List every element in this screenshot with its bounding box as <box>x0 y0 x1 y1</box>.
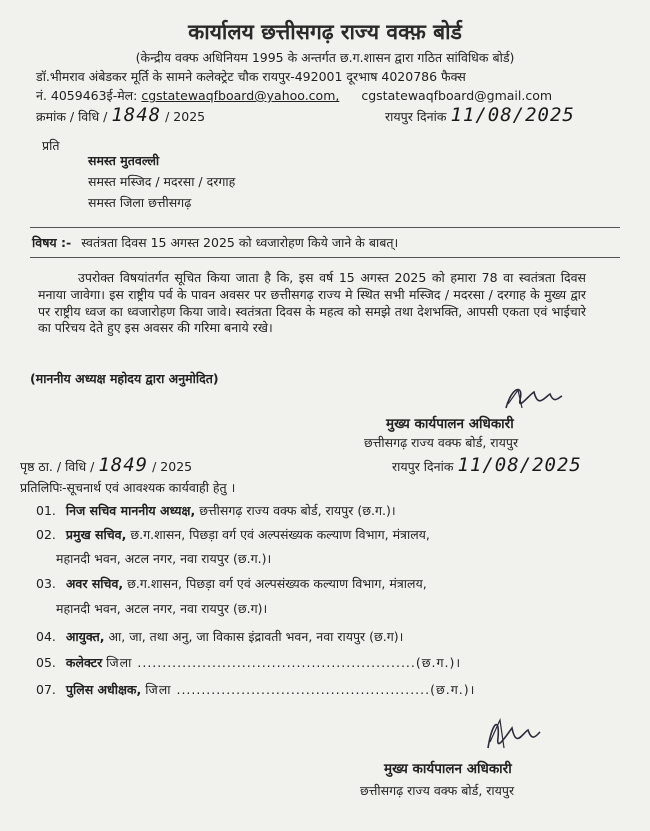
fax-number: नं. 4059463ई-मेल: <box>36 88 138 103</box>
copy-item-text: जिला ........................................................(छ.ग.)। <box>106 655 462 670</box>
office-address: डॉ.भीमराव अंबेडकर मूर्ति के सामने कलेक्ट्रेट चौक रायपुर-492001 दूरभाष 4020786 फैक्स <box>36 69 466 84</box>
copy-item-number: 01. <box>36 503 56 518</box>
subject-top-rule <box>30 227 620 228</box>
copy-item-number: 07. <box>36 682 56 697</box>
reference-line <box>36 104 205 126</box>
copy-item-2 <box>36 526 430 543</box>
signature-1-org: छत्तीसगढ़ राज्य वक्फ बोर्ड, रायपुर <box>364 435 519 450</box>
copy-reference-year: / 2025 <box>152 459 193 474</box>
recipient-line-3: समस्त जिला छत्तीसगढ़ <box>88 195 192 210</box>
copy-reference-prefix: पृष्ठ ठा. / विधि / <box>20 459 95 474</box>
copy-reference-line <box>20 454 192 476</box>
email-gmail: cgstatewaqfboard@gmail.com <box>361 88 553 103</box>
copy-reference-number: 1849 <box>98 454 149 476</box>
copy-item-2-line-2: महानदी भवन, अटल नगर, नवा रायपुर (छ.ग.)। <box>56 551 272 566</box>
copy-item-1 <box>36 502 396 519</box>
statutory-subtitle: (केन्द्रीय वक्फ अधिनियम 1995 के अन्तर्गत छ.ग.शासन द्वारा गठित सांविधिक बोर्ड) <box>135 50 515 65</box>
approval-note: (माननीय अध्यक्ष महोदय द्वारा अनुमोदित) <box>30 371 219 386</box>
subject-bottom-rule <box>30 257 620 258</box>
reference-year: / 2025 <box>165 109 206 124</box>
copy-item-number: 03. <box>36 576 56 591</box>
date-value: 11/08/2025 <box>450 104 575 126</box>
reference-number: 1848 <box>111 104 162 126</box>
copy-label: प्रतिलिपिः-सूचनार्थ एवं आवश्यक कार्यवाही हेतु । <box>20 480 236 495</box>
office-title: कार्यालय छत्तीसगढ़ राज्य वक्फ़ बोर्ड <box>188 20 462 44</box>
reference-date <box>385 104 575 126</box>
subject-label: विषय :- <box>32 235 72 250</box>
signature-2-org: छत्तीसगढ़ राज्य वक्फ बोर्ड, रायपुर <box>360 783 515 798</box>
email-yahoo: cgstatewaqfboard@yahoo.com, <box>141 88 340 103</box>
copy-item-head: कलेक्टर <box>65 655 103 670</box>
signature-2-title: मुख्य कार्यपालन अधिकारी <box>384 761 512 777</box>
recipient-line-1: समस्त मुतवल्ली <box>88 153 160 168</box>
recipient-line-2: समस्त मस्जिद / मदरसा / दरगाह <box>88 174 236 189</box>
to-label: प्रति <box>42 138 60 153</box>
signature-2-mark <box>478 712 544 762</box>
date-label: रायपुर दिनांक <box>385 109 447 124</box>
copy-item-text: छ.ग.शासन, पिछड़ा वर्ग एवं अल्पसंख्यक कल्याण विभाग, मंत्रालय, <box>130 527 430 542</box>
copy-item-4 <box>36 628 403 645</box>
signature-1-date-value: 11/08/2025 <box>457 454 582 476</box>
subject-line <box>32 234 398 251</box>
copy-item-head: निज सचिव माननीय अध्यक्ष, <box>65 503 196 518</box>
subject-text: स्वतंत्रता दिवस 15 अगस्त 2025 को ध्वजारोहण किये जाने के बाबत्। <box>81 235 399 250</box>
copy-item-3-line-2: महानदी भवन, अटल नगर, नवा रायपुर (छ.ग)। <box>56 601 268 616</box>
copy-item-text: छ.ग.शासन, पिछड़ा वर्ग एवं अल्पसंख्यक कल्याण विभाग, मंत्रालय, <box>127 576 427 591</box>
copy-item-number: 05. <box>36 655 56 670</box>
copy-item-text: छत्तीसगढ़ राज्य वक्फ बोर्ड, रायपुर (छ.ग.)। <box>199 503 396 518</box>
contact-line <box>36 87 552 104</box>
copy-item-number: 04. <box>36 629 56 644</box>
copy-item-text: आ, जा, तथा अनु, जा विकास इंद्रावती भवन, नवा रायपुर (छ.ग)। <box>108 629 404 644</box>
copy-item-head: पुलिस अधीक्षक, <box>65 682 142 697</box>
signature-1-date-label: रायपुर दिनांक <box>392 459 454 474</box>
reference-prefix: क्रमांक / विधि / <box>36 109 108 124</box>
copy-item-7 <box>36 681 475 698</box>
copy-item-3 <box>36 575 427 592</box>
copy-item-5 <box>36 654 461 671</box>
copy-item-text: जिला ...................................................(छ.ग.)। <box>145 682 476 697</box>
copy-item-number: 02. <box>36 527 56 542</box>
copy-item-head: प्रमुख सचिव, <box>65 527 127 542</box>
body-paragraph: उपरोक्त विषयांतर्गत सूचित किया जाता है कि, इस वर्ष 15 अगस्त 2025 को हमारा 78 वा स्वतंत्रता दिवस मनाया जावेगा। इस राष्ट्रीय पर्व के पावन अवसर पर छत्तीसगढ़ राज्य मे स्थित सभी मस्जिद / मदरसा / दरगाह के मुख्य द्वार पर राष्ट्रीय ध्वज का ध्वजारोहण किया जावे। स्वतंत्रता दिवस के महत्व को समझे तथा देशभक्ति, आपसी एकता एवं भाईचारे का परिचय देते हुए इस अवसर की गरिमा बनाये रखे। <box>38 270 586 336</box>
copy-item-head: अवर सचिव, <box>65 576 124 591</box>
signature-1-title: मुख्य कार्यपालन अधिकारी <box>386 416 514 432</box>
signature-1-date <box>392 454 582 476</box>
copy-item-head: आयुक्त, <box>65 629 105 644</box>
